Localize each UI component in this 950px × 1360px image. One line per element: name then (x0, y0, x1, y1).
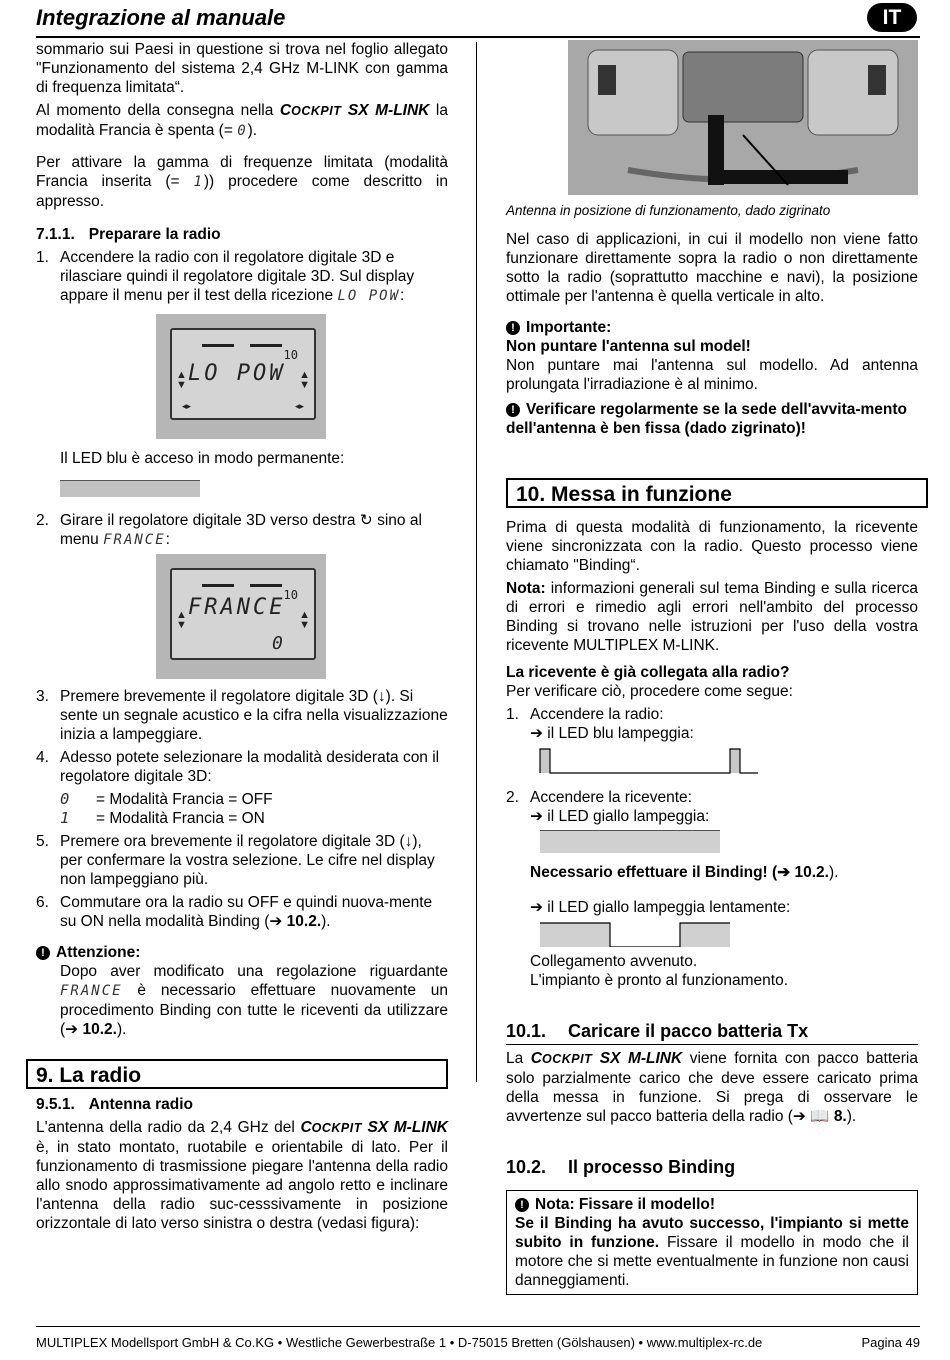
led-yellow-blink-label: ➔ il LED giallo lampeggia: (530, 808, 710, 825)
lcd-display-france: 10 ▲ ▼ ▲ ▼ FRANCE 0 (156, 554, 326, 679)
header-rule (36, 36, 920, 38)
section-heading-10-1: 10.1. Caricare il pacco batteria Tx (506, 1020, 918, 1045)
list-item: 4. Adesso potete selezionare la modalità desiderata con il regolatore digitale 3D: (36, 749, 440, 785)
binding-needed-text: Necessario effettuare il Binding! (➔ 10.2.). (530, 864, 839, 881)
column-divider (476, 42, 477, 1082)
connection-ok-text: Collegamento avvenuto. (530, 953, 698, 970)
book-icon: 📖 (810, 1108, 834, 1125)
intro-paragraph-1: sommario sui Paesi in questione si trova nel foglio allegato "Funzionamento del sistema 2,4 GHz M-LINK con gamma di frequenza limitata“. (36, 41, 448, 96)
antenna-paragraph: L'antenna della radio da 2,4 GHz del COCKPIT SX M-LINK è, in stato montato, ruotabile e orientabile di lato. Per il funzionamento di trasmissione piegare l'antenna della radio allo snodo approssimativamente ad angolo retto e inclinare l'antenna della radio suc-cesssivamente in posizione orizzontale di lato verso sinistra o destra (vedasi figura): (36, 1119, 448, 1232)
subsection-heading-9-5-1: 9.5.1. Antenna radio (36, 1096, 193, 1113)
system-ready-text: L'impianto è pronto al funzionamento. (530, 972, 789, 989)
brand-name: COCKPIT SX M-LINK (530, 1050, 683, 1067)
left-column (36, 40, 448, 1233)
page-number: Pagina 49 (861, 1335, 920, 1350)
right-column (506, 40, 918, 1295)
led-blue-blink-label: ➔ il LED blu lampeggia: (530, 725, 694, 742)
lcd-display-lo-pow: 10 ▲ ▼ ▲ ▼ LO POW ◂▸ ◂▸ (156, 314, 326, 439)
attention-note: ! Attenzione: Dopo aver modificato una regolazione riguardante FRANCE è necessario effettuare nuovamente un procedimento Binding con tutte le riceventi da utilizzare (➔ 10.2.). (36, 943, 448, 1039)
warning-icon: ! (506, 321, 520, 335)
antenna-photo (568, 40, 918, 195)
list-item: 6. Commutare ora la radio su OFF e quindi nuova-mente su ON nella modalità Binding (➔ 10.2.). (36, 894, 433, 930)
warning-icon: ! (506, 403, 520, 417)
list-item: 1. Accendere la radio: (506, 706, 664, 723)
warning-icon: ! (515, 1198, 529, 1212)
list-item: 3. Premere brevemente il regolatore digitale 3D (↓). Si sente un segnale acustico e la cifra nella visualizzazione inizia a lampeggiare. (36, 688, 448, 743)
section-heading-10-2: 10.2. Il processo Binding (506, 1157, 736, 1177)
brand-name: COCKPIT SX M-LINK (279, 102, 430, 119)
language-badge: IT (867, 3, 917, 32)
led-yellow-blink-diagram (540, 830, 720, 853)
subsection-heading-7-1-1: 7.1.1. Preparare la radio (36, 226, 221, 243)
section-heading-9: 9. La radio (26, 1059, 448, 1089)
led-steady-label: Il LED blu è acceso in modo permanente: (60, 450, 345, 467)
mode-on-row: 1 = Modalità Francia = ON (60, 809, 265, 827)
led-yellow-slow-diagram (540, 921, 730, 947)
battery-paragraph: La COCKPIT SX M-LINK viene fornita con pacco batteria solo parzialmente carico che deve essere caricato prima della messa in funzione. Si prega di osservare le avvertenze sul pacco batteria della radio (➔ 📖 8.). (506, 1050, 918, 1125)
fix-model-note-box: ! Nota: Fissare il modello! Se il Binding ha avuto successo, l'impianto si mette subito in funzione. Fissare il modello in modo che il motore che si mette eventualmente in funzione non causi danneggiamenti. (506, 1190, 918, 1295)
list-item: 5. Premere ora brevemente il regolatore digitale 3D (↓), per confermare la vostra selezione. Le cifre nel display non lampeggiano più. (36, 833, 435, 888)
binding-note-paragraph: Nota: informazioni generali sul tema Binding e sulla ricerca di errori e rimedio agli errori nell'ambito del processo Binding si trovano nelle istruzioni per l'uso della vostra ricevente MULTIPLEX M-LINK. (506, 580, 918, 654)
list-item: 1. Accendere la radio con il regolatore digitale 3D e rilasciare quindi il regolatore digitale 3D. Sul display appare il menu per il test della ricezione LO POW: (36, 249, 415, 304)
led-steady-diagram (60, 480, 200, 497)
brand-name: COCKPIT SX M-LINK (300, 1119, 448, 1136)
page-header-title: Integrazione al manuale (36, 5, 286, 30)
led-blue-blink-diagram (530, 747, 760, 775)
section-heading-10: 10. Messa in funzione (506, 478, 928, 508)
warning-icon: ! (36, 946, 50, 960)
intro-paragraph-2: Al momento della consegna nella COCKPIT SX M-LINK la modalità Francia è spenta (= 0). (36, 102, 448, 139)
mode-off-row: 0 = Modalità Francia = OFF (60, 790, 273, 808)
photo-caption: Antenna in posizione di funzionamento, dado zigrinato (506, 203, 831, 218)
page-footer (36, 1326, 920, 1352)
question-heading: La ricevente è già collegata alla radio? (506, 664, 790, 681)
list-item: 2. Accendere la ricevente: (506, 789, 692, 806)
footer-company: MULTIPLEX Modellsport GmbH & Co.KG • Westliche Gewerbestraße 1 • D-75015 Bretten (Gölshausen) • www.multiplex-rc.de (36, 1335, 763, 1350)
check-steps-list (506, 705, 918, 990)
binding-intro-paragraph: Prima di questa modalità di funzionamento, la ricevente viene sincronizzata con la radio. Questo processo viene chiamato "Binding“. (506, 519, 918, 574)
important-note: ! Importante: Non puntare l'antenna sul model! Non puntare mai l'antenna sul modello. Ad antenna prolungata l'irradiazione è al minimo. ! Verificare regolarmente se la sede dell'avvita-mento dell'antenna è ben fissa (dado zigrinato)! (506, 319, 918, 437)
steps-list (36, 248, 448, 931)
antenna-position-paragraph: Nel caso di applicazioni, in cui il modello non viene fatto funzionare direttamente sopra la radio o non direttamente sotto la radio (soprattutto macchine e navi), la posizione ottimale per l'antenna è quella verticale in alto. (506, 231, 918, 305)
intro-paragraph-3: Per attivare la gamma di frequenze limitata (modalità Francia inserita (= 1)) procedere come descritto in appresso. (36, 154, 448, 210)
led-yellow-slow-label: ➔ il LED giallo lampeggia lentamente: (530, 899, 791, 916)
list-item: 2. Girare il regolatore digitale 3D verso destra ↻ sino al menu FRANCE: (36, 512, 422, 548)
question-text: Per verificare ciò, procedere come segue: (506, 683, 793, 700)
